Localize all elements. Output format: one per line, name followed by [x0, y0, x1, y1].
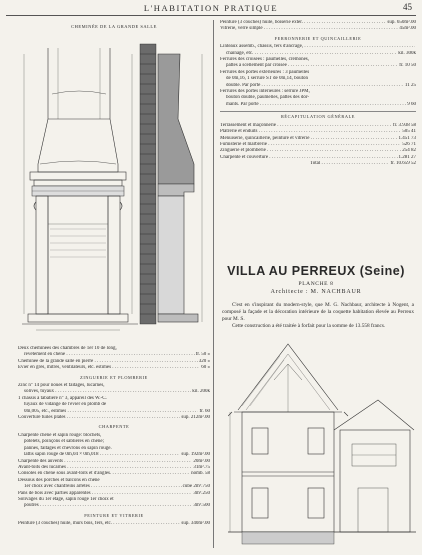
estimate-row: tuyaux de vidange de l'évier en plomb de: [24, 402, 107, 408]
recap-row: Zinguerie et plomberie . . . 254 82: [220, 148, 416, 154]
left-estimate-column: [18, 346, 210, 528]
estimate-row: 1 châssis à tabatière n° 3, appareil des W.-C.: [18, 395, 107, 401]
section-heading-recap: RÉCAPITULATION GÉNÉRALE: [220, 111, 416, 120]
villa-section-illustration: [228, 340, 416, 550]
villa-title: VILLA AU PERREUX (Seine): [227, 264, 405, 278]
estimate-row: Dessous des porches et balcons en chêne: [18, 477, 100, 483]
estimate-row: de 0m,16, 1 serrure ST de 0m,14, bouton: [226, 76, 308, 82]
fireplace-illustration: [18, 24, 210, 342]
estimate-row: double. Par porte . . . 11 25: [220, 83, 416, 89]
column-divider: [213, 20, 214, 548]
estimate-row: potelets, poinçons et sablières en chêne;: [24, 439, 104, 445]
section-heading-zinguerie: ZINGUERIE ET PLOMBERIE: [80, 374, 148, 380]
plate-number: PLANCHE 8: [298, 281, 334, 287]
estimate-row: Charpente chêne et sapin rouge: blochets,: [18, 432, 102, 438]
section-heading-peinture: PEINTURE ET VITRERIE: [84, 512, 144, 518]
estimate-row: Pans de bois avec parties apparentes . . . 3m³.250: [18, 491, 210, 497]
architect-line: Architecte : M. NACHBAUR: [270, 289, 362, 295]
estimate-row: poutres . . . 3m³.500: [18, 503, 210, 509]
paragraph: Cette construction a été traitée à forfait pour la somme de 13.558 francs.: [232, 323, 386, 329]
recap-total: Total . . . fr. 10.659 52: [220, 161, 416, 167]
running-header: [0, 0, 422, 16]
estimate-row: Zinc n° 14 pour noues et faîtages, lucarnes,: [18, 383, 105, 389]
estimate-row: 0m,005, etc., estimés . . . fr. 60: [18, 409, 210, 415]
estimate-row: pannes, faîtages et chevrons en sapin rouge.: [24, 445, 112, 451]
estimate-row: pattes à scellement par croisée . . . fr. 10 50: [220, 63, 416, 69]
estimate-row: chaînage, etc. . . . kil. 300k: [220, 51, 416, 57]
estimate-row: Consoles en chêne sous avant-toits et d'angles. . . . nomb. 58: [18, 471, 210, 477]
estimate-row: 1er choix avec chanfreins arrêtés . . . cube 2m³.750: [18, 484, 210, 490]
paragraph: C'est en s'inspirant du modern-style, que M. G. Nachbaur, architecte à Nogent, a composé la façade et la décoration intérieure de la coquette habitation élevée au Perreux pour M. S.: [222, 302, 414, 322]
right-estimate-column: [220, 20, 416, 168]
villa-description: [222, 302, 414, 330]
recap-row: Terrassement et maçonnerie . . . fr. 3.938 58: [220, 123, 416, 129]
page-number: 45: [403, 2, 412, 12]
estimate-row: Couverture tuiles plates . . . sup. 212m².00: [18, 415, 210, 421]
estimate-row: Évier en grès, mitres, ventilateurs, etc. estimés . . . 60 »: [18, 365, 210, 371]
estimate-row: solives, tuyaux . . . kil. 200k: [18, 389, 210, 395]
estimate-row: revêtement en chêne . . . fr. 50 »: [18, 352, 210, 358]
estimate-row: Peinture (3 couches) huile, boiserie extér. . . . sup. 650m².00: [220, 20, 416, 26]
estimate-row: Charpente des auvents . . . 20m².00: [18, 459, 210, 465]
villa-section-drawing: [228, 340, 416, 550]
estimate-row: Linteaux assemb., châssis, fers d'ancrage, . . .: [220, 44, 416, 50]
estimate-row: Peinture (3 couches) huile, murs bois, fers, etc. . . . sup. 340m².00: [18, 521, 210, 527]
header-rule: [6, 15, 416, 16]
figure-caption: CHEMINÉE DE LA GRANDE SALLE: [71, 24, 157, 29]
recap-row: Plâtrerie et enduits . . . 505 41: [220, 129, 416, 135]
estimate-row: bouton double, paumelles, pattes des dor-: [226, 95, 310, 101]
recap-row: Menuiserie, quincaillerie, peinture et vitrerie . . . 1.451 73: [220, 136, 416, 142]
estimate-row: Solivages du 1er étage, sapin rouge 1er choix et: [18, 496, 114, 502]
estimate-row: Avant-toits des lucarnes . . . 31m².75: [18, 465, 210, 471]
estimate-row: mants. Par porte . . . 9 60: [220, 102, 416, 108]
estimate-row: Ferrures des portes intérieures : serrure JPM,: [220, 89, 310, 95]
running-title: L'HABITATION PRATIQUE: [143, 3, 279, 13]
estimate-row: Ferrures des portes extérieures : 3 paumelles: [220, 69, 310, 75]
fireplace-drawing: [18, 24, 210, 342]
estimate-row: Deux cheminées des chambres de 1er 10 de long,: [18, 346, 117, 351]
recap-row: Fumisterie et marbrerie . . . 526 71: [220, 142, 416, 148]
section-heading-ferronnerie: FERRONNERIE ET QUINCAILLERIE: [274, 35, 362, 41]
estimate-row: Vitrerie, verre simple . . . 45m².00: [220, 26, 416, 32]
section-heading-charpente: CHARPENTE: [98, 424, 130, 430]
estimate-row: Ferrures des croisées : paumelles, crémones,: [220, 57, 309, 63]
estimate-row: Cheminée de la grande salle en pierre . . . 320 »: [18, 359, 210, 365]
estimate-row: lattis sapin rouge de 0m,04 × 0m,018 . . . sup. 192m².00: [18, 452, 210, 458]
recap-row: Charpente et couverture . . . 1.281 27: [220, 155, 416, 161]
